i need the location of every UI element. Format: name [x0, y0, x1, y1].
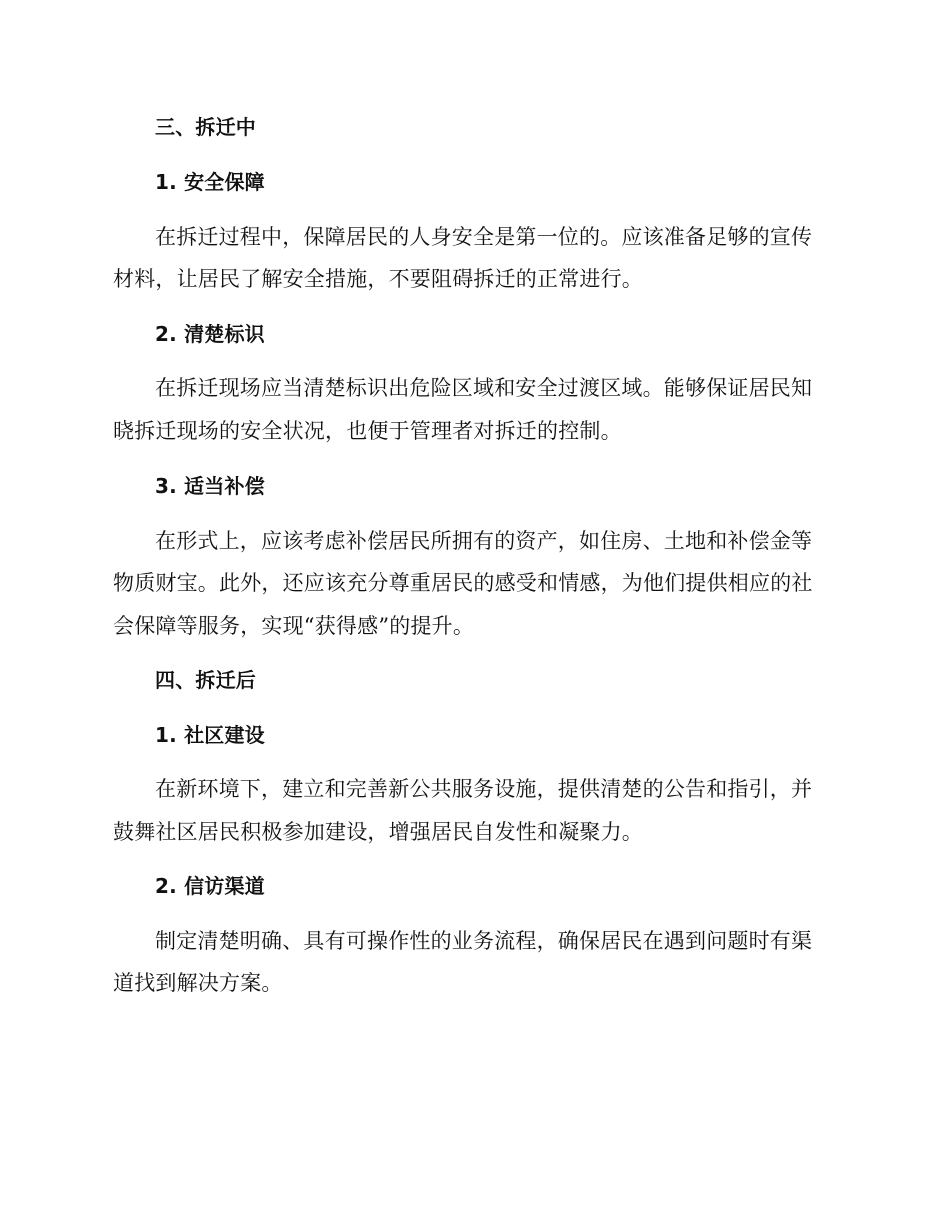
subsection-heading: 2. 信访渠道	[155, 874, 265, 898]
paragraph-line: 鼓舞社区居民积极参加建设，增强居民自发性和凝聚力。	[113, 820, 643, 844]
paragraph-line: 在形式上，应该考虑补偿居民所拥有的资产，如住房、土地和补偿金等	[155, 529, 813, 553]
paragraph-line: 会保障等服务，实现“获得感”的提升。	[113, 614, 475, 638]
paragraph-line: 在新环境下，建立和完善新公共服务设施，提供清楚的公告和指引，并	[155, 777, 813, 801]
paragraph-line: 在拆迁现场应当清楚标识出危险区域和安全过渡区域。能够保证居民知	[155, 376, 813, 400]
subsection-heading: 1. 社区建设	[155, 723, 265, 747]
subsection-heading: 3. 适当补偿	[155, 474, 265, 498]
subsection-heading: 1. 安全保障	[155, 170, 265, 194]
section-title: 四、拆迁后	[155, 668, 256, 692]
paragraph-line: 晓拆迁现场的安全状况，也便于管理者对拆迁的控制。	[113, 419, 622, 443]
paragraph-line: 制定清楚明确、具有可操作性的业务流程，确保居民在遇到问题时有渠	[155, 929, 813, 953]
paragraph-line: 道找到解决方案。	[113, 971, 283, 995]
paragraph-line: 物质财宝。此外，还应该充分尊重居民的感受和情感，为他们提供相应的社	[113, 571, 813, 595]
paragraph-line: 在拆迁过程中，保障居民的人身安全是第一位的。应该准备足够的宣传	[155, 225, 813, 249]
subsection-heading: 2. 清楚标识	[155, 322, 265, 346]
paragraph-line: 材料，让居民了解安全措施，不要阻碍拆迁的正常进行。	[113, 267, 643, 291]
section-title: 三、拆迁中	[155, 115, 256, 139]
